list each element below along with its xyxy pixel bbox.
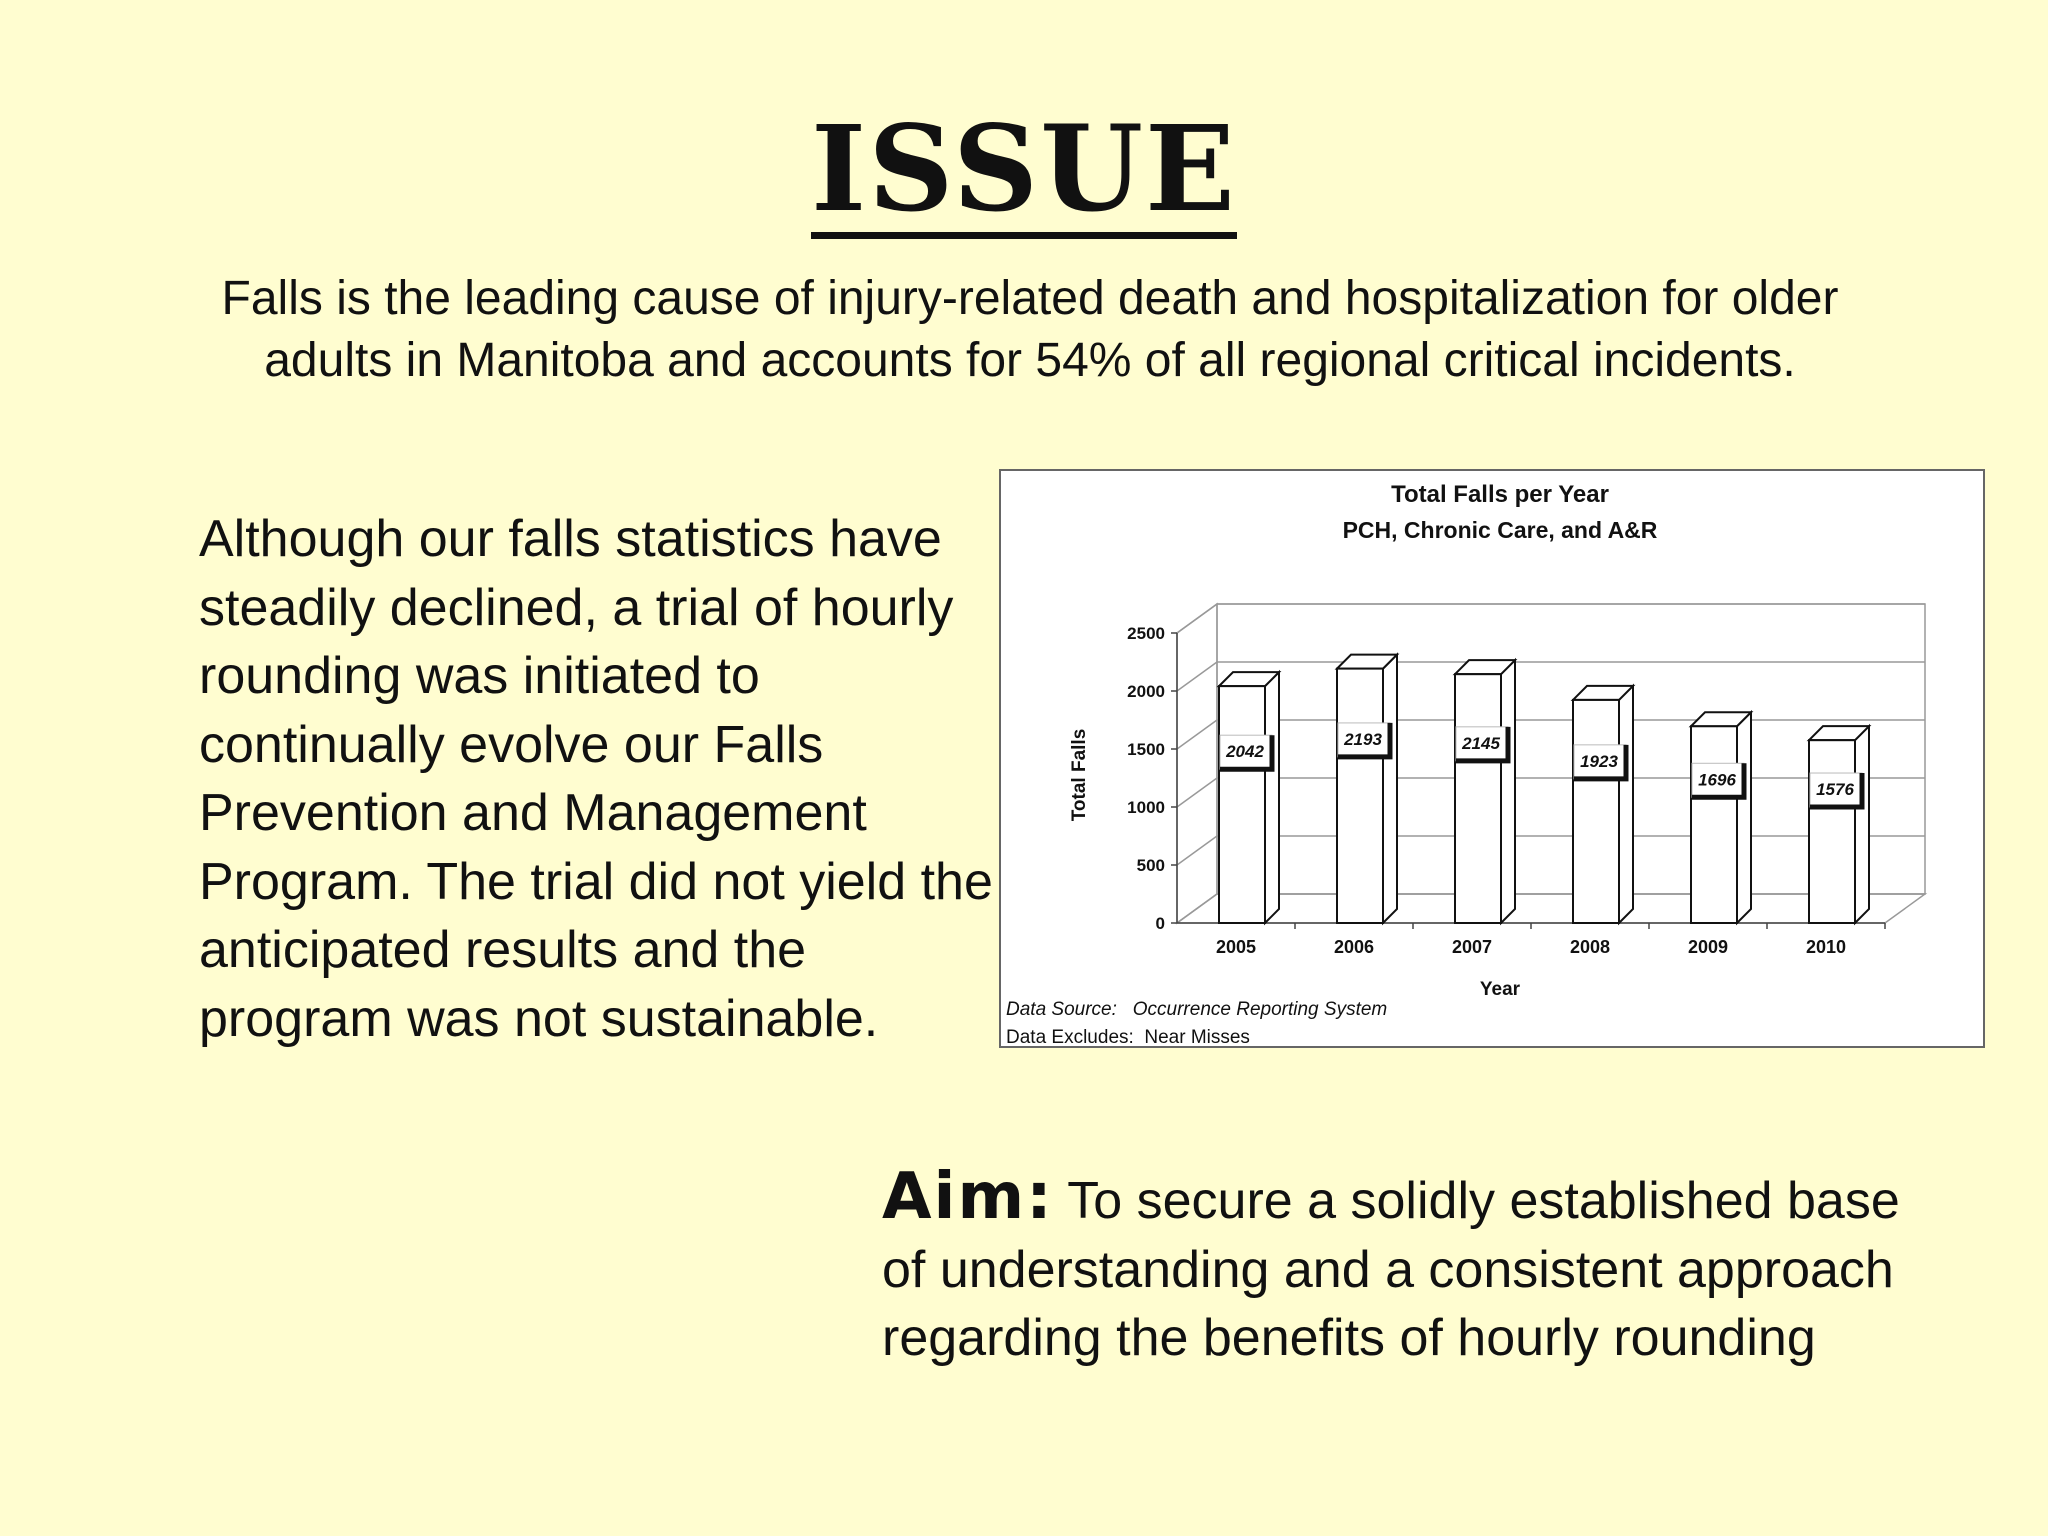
data-source-note — [1006, 999, 1387, 1021]
data-label-text: 1923 — [1580, 751, 1618, 771]
x-tick-label: 2008 — [1569, 937, 1611, 957]
bar-2007 — [1455, 660, 1515, 923]
bars — [1219, 655, 1869, 923]
chart-subtitle: PCH, Chronic Care, and A&R — [1342, 517, 1658, 543]
bar-front — [1219, 686, 1265, 923]
data-label-text: 1696 — [1698, 770, 1736, 790]
data-label-text: 2193 — [1344, 729, 1382, 749]
y-tick-label: 0 — [1155, 914, 1165, 933]
x-tick-label: 2007 — [1451, 937, 1493, 957]
bar-side — [1619, 686, 1633, 923]
slide-subtitle: Falls is the leading cause of injury-related death and hospitalization for older adults in Manitoba and accounts for 54% of all regional critical incidents. — [221, 272, 1839, 387]
chart-title: Total Falls per Year — [1391, 481, 1609, 508]
side-wall — [1177, 604, 1217, 923]
body-paragraph: Although our falls statistics have steadily declined, a trial of hourly rounding was initiated to continually evolve our Falls Prevention and Management Program. The trial did not yield the anticipated results and the program was not sustainable. — [199, 510, 993, 1048]
data-excludes-note — [1006, 1027, 1250, 1049]
data-label-2005 — [1220, 735, 1272, 769]
bar-2006 — [1337, 655, 1397, 923]
bar-2010 — [1809, 726, 1869, 923]
chart-panel — [999, 469, 1985, 1048]
bar-2008 — [1573, 686, 1633, 923]
bar-side — [1855, 726, 1869, 923]
data-source-label: Data Source: — [1006, 999, 1117, 1020]
x-axis-ticks — [1216, 923, 1885, 957]
aim-label: Aim: — [882, 1160, 1054, 1234]
data-source-value: Occurrence Reporting System — [1132, 999, 1388, 1020]
data-label-2010 — [1810, 773, 1862, 807]
bar-side — [1501, 660, 1515, 923]
bar-front — [1573, 700, 1619, 923]
bar-front — [1691, 726, 1737, 923]
slide-title-text: ISSUE — [811, 99, 1237, 238]
data-label-text: 2145 — [1462, 733, 1500, 753]
data-excludes-label: Data Excludes: — [1006, 1027, 1134, 1048]
y-tick-label: 2500 — [1127, 624, 1165, 643]
data-label-2009 — [1692, 763, 1744, 797]
data-label-2006 — [1338, 723, 1390, 757]
x-tick-label: 2010 — [1805, 937, 1847, 957]
data-label-text: 1576 — [1816, 780, 1854, 800]
y-tick-label: 1500 — [1127, 740, 1165, 759]
bar-side — [1383, 655, 1397, 923]
y-tick-label: 2000 — [1127, 682, 1165, 701]
data-excludes-value: Near Misses — [1144, 1027, 1250, 1048]
y-tick-label: 1000 — [1127, 798, 1165, 817]
x-tick-label: 2005 — [1215, 937, 1257, 957]
bar-side — [1265, 672, 1279, 923]
bar-side — [1737, 712, 1751, 923]
bar-front — [1809, 740, 1855, 923]
x-tick-label: 2006 — [1333, 937, 1375, 957]
slide-title — [0, 99, 2048, 239]
aim-statement — [882, 1160, 1942, 1373]
y-axis-label: Total Falls — [1069, 728, 1090, 822]
y-tick-label: 500 — [1136, 856, 1165, 875]
x-axis-label: Year — [1479, 979, 1521, 1000]
data-label-2007 — [1456, 727, 1508, 761]
falls-chart — [1001, 471, 1983, 1046]
data-label-2008 — [1574, 745, 1626, 779]
aim-text: To secure a solidly established base of understanding and a consistent approach regarding the benefits of hourly rounding — [882, 1172, 1900, 1367]
x-tick-label: 2009 — [1687, 937, 1729, 957]
bar-front — [1337, 669, 1383, 923]
bar-2009 — [1691, 712, 1751, 923]
data-label-text: 2042 — [1226, 742, 1264, 762]
bar-2005 — [1219, 672, 1279, 923]
bar-front — [1455, 674, 1501, 923]
